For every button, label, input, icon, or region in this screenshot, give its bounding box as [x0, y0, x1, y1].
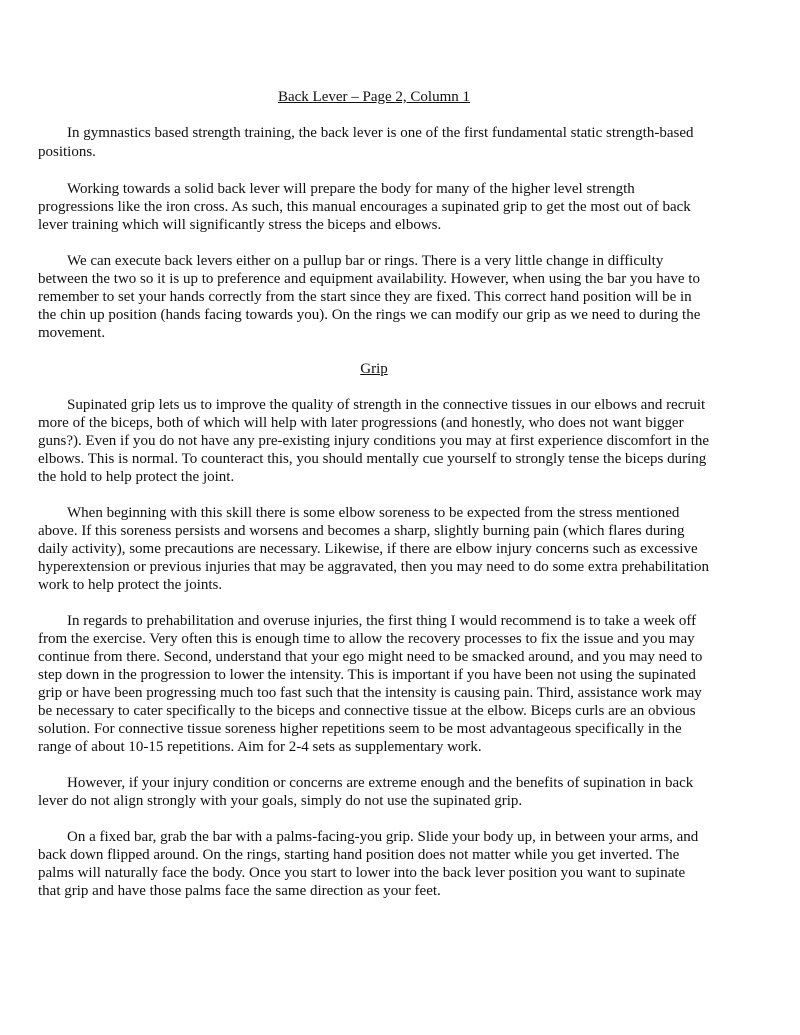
- grip-paragraph-3: In regards to prehabilitation and overuse injuries, the first thing I would recommend is to take a week off from the exercise. Very often this is enough time to allow the recovery processes to fix the issue and you may continue from there. Second, understand that your ego might need to be smacked around, and you may need to step down in the progression to lower the intensity. This is important if you have been not using the supinated grip or have been progressing much too fast such that the intensity is causing pain. Third, assistance work may be necessary to cater specifically to the biceps and connective tissue at the elbow. Biceps curls are an obvious solution. For connective tissue soreness higher repetitions seem to be most advantageous specifically in the range of about 10-15 repetitions. Aim for 2-4 sets as supplementary work.: [38, 613, 703, 755]
- grip-paragraph-5: On a fixed bar, grab the bar with a palms-facing-you grip. Slide your body up, in between your arms, and back down flipped around. On the rings, starting hand position does not matter while you get inverted. The palms will naturally face the body. Once you start to lower into the back lever position you want to supinate that grip and have those palms face the same direction as your feet.: [38, 829, 699, 899]
- grip-paragraph-1: Supinated grip lets us to improve the quality of strength in the connective tissues in our elbows and recruit more of the biceps, both of which will help with later progressions (and honestly, who does not want bigger guns?). Even if you do not have any pre-existing injury conditions you may at first experience discomfort in the elbows. This is normal. To counteract this, you should mentally cue yourself to strongly tense the biceps during the hold to help protect the joint.: [38, 397, 710, 485]
- intro-paragraph-1: In gymnastics based strength training, the back lever is one of the first fundamental static strength-based positions.: [38, 125, 694, 160]
- grip-paragraph-2: When beginning with this skill there is some elbow soreness to be expected from the stress mentioned above. If this soreness persists and worsens and becomes a sharp, slightly burning pain (which flares during daily activity), some precautions are necessary. Likewise, if there are elbow injury concerns such as excessive hyperextension or previous injuries that may be aggravated, then you may need to do some extra prehabilitation work to help protect the joints.: [38, 505, 710, 593]
- grip-paragraph-4: However, if your injury condition or concerns are extreme enough and the benefits of supination in back lever do not align strongly with your goals, simply do not use the supinated grip.: [38, 775, 694, 809]
- intro-paragraph-3: We can execute back levers either on a pullup bar or rings. There is a very little change in difficulty between the two so it is up to preference and equipment availability. However, when using the bar you have to remember to set your hands correctly from the start since they are fixed. This correct hand position will be in the chin up position (hands facing towards you). On the rings we can modify our grip as we need to during the movement.: [38, 253, 701, 341]
- document-title: Back Lever – Page 2, Column 1: [277, 89, 471, 105]
- intro-paragraph-2: Working towards a solid back lever will prepare the body for many of the higher level strength progressions like the iron cross. As such, this manual encourages a supinated grip to get the most out of back lever training which will significantly stress the biceps and elbows.: [38, 181, 691, 233]
- grip-heading: Grip: [360, 361, 388, 377]
- document-page: [38, 88, 710, 918]
